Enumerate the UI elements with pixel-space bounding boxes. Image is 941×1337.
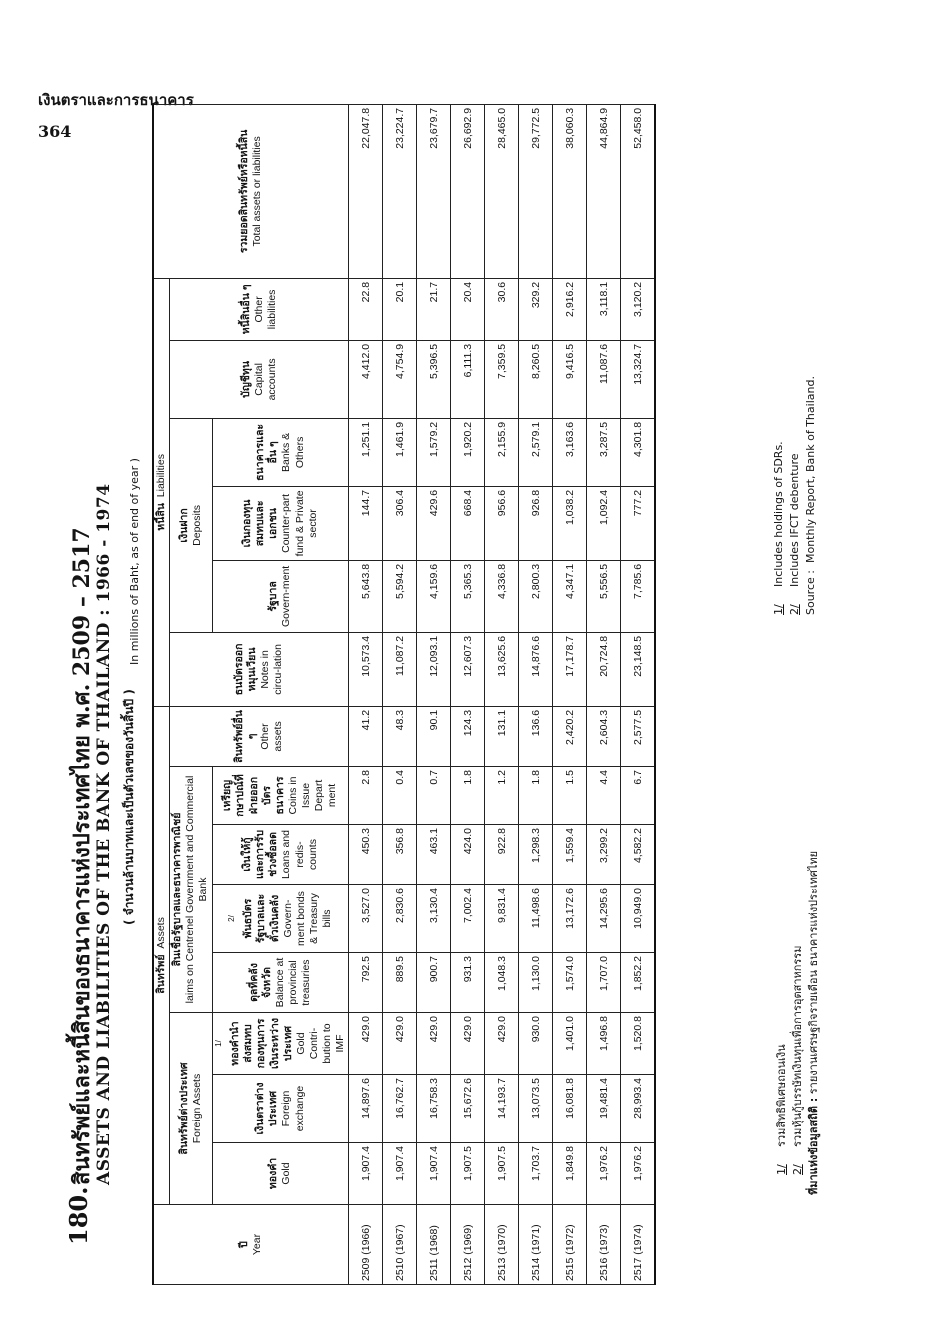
value-cell: 3,120.2 xyxy=(621,278,656,340)
value-cell: 38,060.3 xyxy=(553,104,587,278)
value-cell: 1,298.3 xyxy=(519,825,553,885)
value-cell: 9,416.5 xyxy=(553,340,587,418)
value-cell: 10,949.0 xyxy=(621,885,656,953)
value-cell: 2,155.9 xyxy=(485,418,519,486)
value-cell: 48.3 xyxy=(383,706,417,766)
value-cell: 306.4 xyxy=(383,486,417,560)
year-cell: 2510 (1967) xyxy=(383,1205,417,1285)
unit-note-english: In millions of Baht, as of end of year ) xyxy=(128,458,141,665)
value-cell: 3,527.0 xyxy=(349,885,383,953)
table-body xyxy=(349,104,656,1284)
value-cell: 13,324.7 xyxy=(621,340,656,418)
value-cell: 668.4 xyxy=(451,486,485,560)
value-cell: 23,679.7 xyxy=(417,104,451,278)
table-row xyxy=(451,104,485,1284)
value-cell: 926.8 xyxy=(519,486,553,560)
header-claims: สินเชื่อรัฐบาลและธนาคารพาณิชย์ laims on Centrenel Government and Commercial Bank xyxy=(170,767,212,1013)
table-row xyxy=(383,104,417,1284)
value-cell: 20,724.8 xyxy=(587,632,621,706)
year-cell: 2514 (1971) xyxy=(519,1205,553,1285)
header-other-assets: สินทรัพย์อื่น ๆ Other assets xyxy=(170,706,349,766)
value-cell: 0.4 xyxy=(383,767,417,825)
value-cell: 14,876.6 xyxy=(519,632,553,706)
assets-liabilities-table xyxy=(152,104,656,1285)
header-liabilities: หนี้สิน Liabilities xyxy=(153,278,170,706)
value-cell: 931.3 xyxy=(451,953,485,1013)
value-cell: 0.7 xyxy=(417,767,451,825)
value-cell: 16,758.3 xyxy=(417,1075,451,1143)
header-total: รวมยอดสินทรัพย์หรือหนี้สิน Total assets or liabilities xyxy=(153,104,349,278)
table-title-thai: สินทรัพย์และหนี้สินของธนาคารแห่งประเทศไทย พ.ศ. 2509 – 2517 xyxy=(69,527,95,1185)
value-cell: 450.3 xyxy=(349,825,383,885)
value-cell: 12,607.3 xyxy=(451,632,485,706)
value-cell: 13,625.6 xyxy=(485,632,519,706)
value-cell: 12,093.1 xyxy=(417,632,451,706)
value-cell: 1.2 xyxy=(485,767,519,825)
value-cell: 131.1 xyxy=(485,706,519,766)
header-banks-others: ธนาคารและอื่น ๆ Banks & Others xyxy=(212,418,349,486)
header-capital: บัญชีทุน Capital accounts xyxy=(170,340,349,418)
year-cell: 2516 (1973) xyxy=(587,1205,621,1285)
header-foreign-exchange: เงินตราต่างประเทศ Foreign exchange xyxy=(212,1075,349,1143)
value-cell: 1,574.0 xyxy=(553,953,587,1013)
year-cell: 2515 (1972) xyxy=(553,1205,587,1285)
value-cell: 1,707.0 xyxy=(587,953,621,1013)
value-cell: 21.7 xyxy=(417,278,451,340)
value-cell: 1,092.4 xyxy=(587,486,621,560)
value-cell: 3,118.1 xyxy=(587,278,621,340)
value-cell: 22.8 xyxy=(349,278,383,340)
value-cell: 6.7 xyxy=(621,767,656,825)
source-english: Source : Monthly Report, Bank of Thailand. xyxy=(804,376,817,615)
value-cell: 3,130.4 xyxy=(417,885,451,953)
value-cell: 1,703.7 xyxy=(519,1143,553,1205)
header-counterpart: เงินกองทุนสมทบและเอกชน Counter-part fund & Private sector xyxy=(212,486,349,560)
value-cell: 4,301.8 xyxy=(621,418,656,486)
value-cell: 7,785.6 xyxy=(621,560,656,632)
value-cell: 136.6 xyxy=(519,706,553,766)
value-cell: 23,224.7 xyxy=(383,104,417,278)
value-cell: 5,365.3 xyxy=(451,560,485,632)
value-cell: 429.0 xyxy=(383,1013,417,1075)
value-cell: 1,520.8 xyxy=(621,1013,656,1075)
rotated-table-area xyxy=(60,105,820,1285)
value-cell: 1.5 xyxy=(553,767,587,825)
value-cell: 1,559.4 xyxy=(553,825,587,885)
value-cell: 3,299.2 xyxy=(587,825,621,885)
value-cell: 429.0 xyxy=(485,1013,519,1075)
value-cell: 5,396.5 xyxy=(417,340,451,418)
value-cell: 1,130.0 xyxy=(519,953,553,1013)
running-title: เงินตราและการธนาคาร xyxy=(38,91,194,109)
value-cell: 11,498.6 xyxy=(519,885,553,953)
value-cell: 429.0 xyxy=(349,1013,383,1075)
value-cell: 20.1 xyxy=(383,278,417,340)
year-cell: 2512 (1969) xyxy=(451,1205,485,1285)
value-cell: 4,336.8 xyxy=(485,560,519,632)
value-cell: 23,148.5 xyxy=(621,632,656,706)
footnotes-thai xyxy=(772,850,820,1195)
value-cell: 5,594.2 xyxy=(383,560,417,632)
value-cell: 4.4 xyxy=(587,767,621,825)
value-cell: 14,295.6 xyxy=(587,885,621,953)
value-cell: 2,579.1 xyxy=(519,418,553,486)
table-row xyxy=(553,104,587,1284)
value-cell: 1,579.2 xyxy=(417,418,451,486)
value-cell: 44,864.9 xyxy=(587,104,621,278)
value-cell: 1,976.2 xyxy=(621,1143,656,1205)
value-cell: 2,420.2 xyxy=(553,706,587,766)
value-cell: 19,481.4 xyxy=(587,1075,621,1143)
value-cell: 4,412.0 xyxy=(349,340,383,418)
value-cell: 900.7 xyxy=(417,953,451,1013)
value-cell: 6,111.3 xyxy=(451,340,485,418)
header-government: รัฐบาล Govern-ment xyxy=(212,560,349,632)
value-cell: 29,772.5 xyxy=(519,104,553,278)
table-row xyxy=(485,104,519,1284)
value-cell: 2,916.2 xyxy=(553,278,587,340)
table-row xyxy=(621,104,656,1284)
header-balance-treasuries: ดุลที่คลังจังหวัด Balance at provincial treasuries xyxy=(212,953,349,1013)
value-cell: 1,907.4 xyxy=(383,1143,417,1205)
value-cell: 1,920.2 xyxy=(451,418,485,486)
footnote-th-1: 1/รวมสิทธิพิเศษถอนเงิน xyxy=(775,1044,788,1175)
year-cell: 2517 (1974) xyxy=(621,1205,656,1285)
value-cell: 26,692.9 xyxy=(451,104,485,278)
value-cell: 3,163.6 xyxy=(553,418,587,486)
page-number: 364 xyxy=(38,122,72,141)
value-cell: 889.5 xyxy=(383,953,417,1013)
value-cell: 11,087.6 xyxy=(587,340,621,418)
header-coins: เหรียญกษาปณ์ที่ฝ่ายออกบัตรธนาคาร Coins in Issue Depart ment xyxy=(212,767,349,825)
header-govt-bonds: $^{2/}$ พันธบัตรรัฐบาลและตั๋วเงินคลัง Govern-ment bonds & Treasury bills xyxy=(212,885,349,953)
value-cell: 1,852.2 xyxy=(621,953,656,1013)
source-thai: ที่มาแห่งข้อมูลสถิติ : รายงานเศรษฐกิจรายเดือน ธนาคารแห่งประเทศไทย xyxy=(807,850,820,1195)
value-cell: 10,573.4 xyxy=(349,632,383,706)
value-cell: 424.0 xyxy=(451,825,485,885)
header-foreign-assets: สินทรัพย์ต่างประเทศ Foreign Assets xyxy=(170,1013,212,1205)
value-cell: 3,287.5 xyxy=(587,418,621,486)
value-cell: 429.0 xyxy=(451,1013,485,1075)
header-loans: เงินให้กู้และการรับช่วงซื้อลด Loans and redis-counts xyxy=(212,825,349,885)
value-cell: 90.1 xyxy=(417,706,451,766)
value-cell: 463.1 xyxy=(417,825,451,885)
value-cell: 922.8 xyxy=(485,825,519,885)
header-assets: สินทรัพย์ Assets xyxy=(153,706,170,1204)
value-cell: 4,582.2 xyxy=(621,825,656,885)
value-cell: 930.0 xyxy=(519,1013,553,1075)
table-row xyxy=(417,104,451,1284)
value-cell: 2,800.3 xyxy=(519,560,553,632)
value-cell: 429.0 xyxy=(417,1013,451,1075)
value-cell: 792.5 xyxy=(349,953,383,1013)
value-cell: 1,907.4 xyxy=(417,1143,451,1205)
value-cell: 1.8 xyxy=(519,767,553,825)
footnotes-english xyxy=(772,376,820,615)
value-cell: 22,047.8 xyxy=(349,104,383,278)
header-gold-imf: $^{1/}$ ทองคำนำส่งสมทบกองทุนการเงินระหว่างประเทศ Gold Contri-bution to IMF xyxy=(212,1013,349,1075)
value-cell: 41.2 xyxy=(349,706,383,766)
value-cell: 2,830.6 xyxy=(383,885,417,953)
value-cell: 2.8 xyxy=(349,767,383,825)
value-cell: 2,604.3 xyxy=(587,706,621,766)
value-cell: 4,754.9 xyxy=(383,340,417,418)
value-cell: 8,260.5 xyxy=(519,340,553,418)
value-cell: 1,907.5 xyxy=(485,1143,519,1205)
footnote-th-2: 2/รวมหุ้นกู้บรรษัทเงินทุนเพื่อการอุตสาหกรรม xyxy=(791,945,804,1175)
value-cell: 356.8 xyxy=(383,825,417,885)
value-cell: 7,359.5 xyxy=(485,340,519,418)
value-cell: 1,976.2 xyxy=(587,1143,621,1205)
value-cell: 2,577.5 xyxy=(621,706,656,766)
unit-note-thai: ( จำนวนล้านบาทและเป็นตัวเลขของวันสิ้นปี ) xyxy=(122,689,136,925)
value-cell: 144.7 xyxy=(349,486,383,560)
value-cell: 20.4 xyxy=(451,278,485,340)
value-cell: 1,907.4 xyxy=(349,1143,383,1205)
value-cell: 429.6 xyxy=(417,486,451,560)
value-cell: 1,849.8 xyxy=(553,1143,587,1205)
header-gold: ทองคำ Gold xyxy=(212,1143,349,1205)
value-cell: 4,347.1 xyxy=(553,560,587,632)
table-row xyxy=(349,104,383,1284)
value-cell: 124.3 xyxy=(451,706,485,766)
value-cell: 28,465.0 xyxy=(485,104,519,278)
header-other-liabilities: หนี้สินอื่น ๆ Other liabilities xyxy=(170,278,349,340)
value-cell: 30.6 xyxy=(485,278,519,340)
value-cell: 1,907.5 xyxy=(451,1143,485,1205)
footnote-en-1: 1/Includes holdings of SDRs. xyxy=(772,441,785,615)
value-cell: 1.8 xyxy=(451,767,485,825)
table-titles xyxy=(60,105,160,1285)
value-cell: 1,048.3 xyxy=(485,953,519,1013)
value-cell: 52,458.0 xyxy=(621,104,656,278)
year-cell: 2509 (1966) xyxy=(349,1205,383,1285)
value-cell: 14,193.7 xyxy=(485,1075,519,1143)
table-title-english: ASSETS AND LIABILITIES OF THE BANK OF THAILAND : 1966 - 1974 xyxy=(94,483,114,1185)
header-deposits: เงินฝาก Deposits xyxy=(170,418,212,632)
value-cell: 1,496.8 xyxy=(587,1013,621,1075)
value-cell: 1,401.0 xyxy=(553,1013,587,1075)
value-cell: 11,087.2 xyxy=(383,632,417,706)
year-cell: 2511 (1968) xyxy=(417,1205,451,1285)
value-cell: 14,897.6 xyxy=(349,1075,383,1143)
value-cell: 1,461.9 xyxy=(383,418,417,486)
footnote-en-2: 2/Includes IFCT debenture xyxy=(788,453,801,615)
value-cell: 777.2 xyxy=(621,486,656,560)
table-row xyxy=(519,104,553,1284)
value-cell: 17,178.7 xyxy=(553,632,587,706)
header-notes-circulation: ธนบัตรออกหมุนเวียน Notes in circu-lation xyxy=(170,632,349,706)
value-cell: 329.2 xyxy=(519,278,553,340)
value-cell: 16,081.8 xyxy=(553,1075,587,1143)
value-cell: 7,002.4 xyxy=(451,885,485,953)
year-cell: 2513 (1970) xyxy=(485,1205,519,1285)
value-cell: 13,172.6 xyxy=(553,885,587,953)
table-number: 180. xyxy=(64,1186,93,1245)
value-cell: 13,073.5 xyxy=(519,1075,553,1143)
value-cell: 5,643.8 xyxy=(349,560,383,632)
value-cell: 4,159.6 xyxy=(417,560,451,632)
value-cell: 9,831.4 xyxy=(485,885,519,953)
value-cell: 1,038.2 xyxy=(553,486,587,560)
value-cell: 28,993.4 xyxy=(621,1075,656,1143)
table-row xyxy=(587,104,621,1284)
header-year: ปี Year xyxy=(153,1205,349,1285)
value-cell: 5,556.5 xyxy=(587,560,621,632)
value-cell: 1,251.1 xyxy=(349,418,383,486)
value-cell: 956.6 xyxy=(485,486,519,560)
value-cell: 16,762.7 xyxy=(383,1075,417,1143)
value-cell: 15,672.6 xyxy=(451,1075,485,1143)
